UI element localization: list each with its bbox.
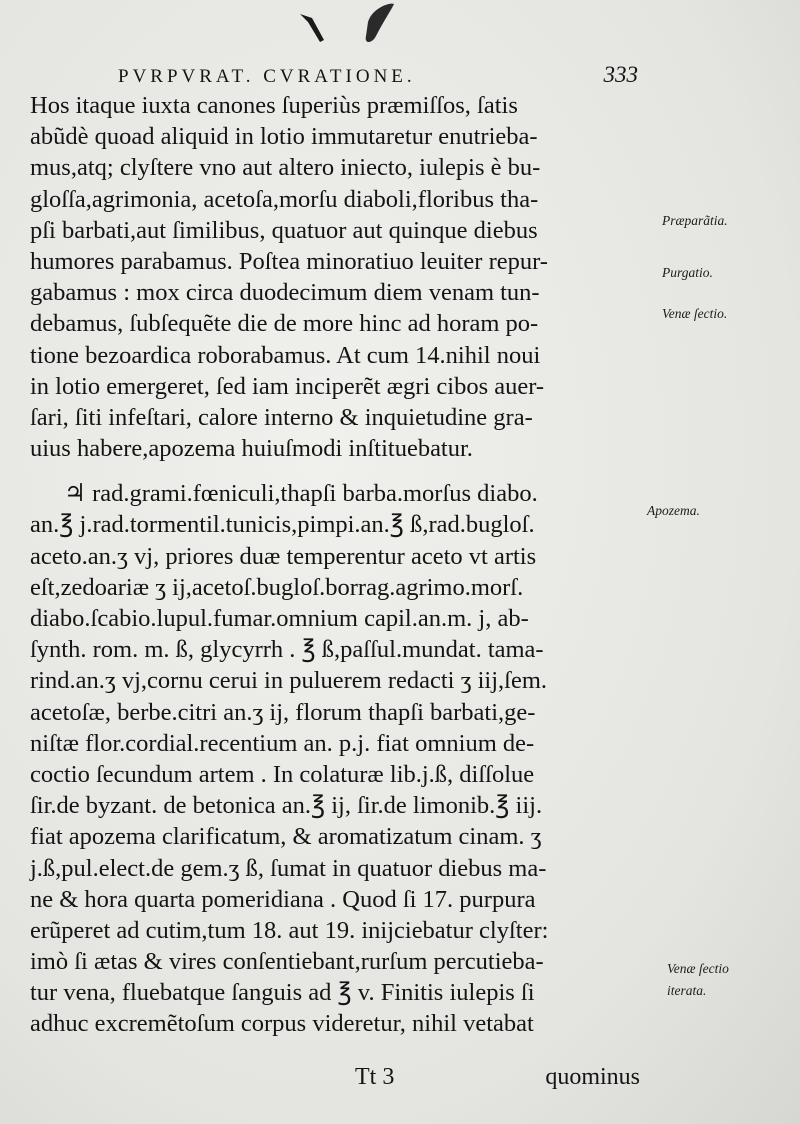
text-line: fiat apozema clarificatum, & aromatizatum cinam. ʒ: [30, 823, 542, 851]
signature-mark: Tt 3: [355, 1064, 395, 1090]
text-line: debamus, ſubſequẽte die de more hinc ad horam po-: [30, 310, 539, 338]
text-line: ne & hora quarta pomeridiana . Quod ſi 17. purpura: [30, 885, 536, 913]
catchword: quominus: [545, 1064, 640, 1090]
text-line: aceto.an.ʒ vj, priores duæ temperentur aceto vt artis: [30, 542, 537, 570]
text-line: in lotio emergeret, ſed iam inciperẽt ægri cibos auer-: [30, 372, 545, 400]
text-line: gabamus : mox circa duodecimum diem venam tun-: [30, 279, 540, 307]
text-line: ſynth. rom. m. ß, glycyrrh . ℥ ß,paſſul.mundat. tama-: [30, 636, 544, 664]
margin-note-apozema: Apozema.: [647, 503, 700, 518]
text-line: pſi barbati,aut ſimilibus, quatuor aut quinque diebus: [30, 216, 538, 244]
page-number: 333: [603, 62, 638, 87]
text-line: Hos itaque iuxta canones ſuperiùs præmiſſos, ſatis: [30, 92, 518, 119]
text-line: an.℥ j.rad.tormentil.tunicis,pimpi.an.℥ ß,rad.bugloſ.: [30, 511, 535, 539]
text-line: rind.an.ʒ vj,cornu cerui in puluerem redacti ʒ iij,ſem.: [30, 667, 548, 695]
text-line: diabo.ſcabio.lupul.fumar.omnium capil.an.m. j, ab-: [30, 605, 529, 632]
text-line: erũperet ad cutim,tum 18. aut 19. inijciebatur clyſter:: [30, 916, 549, 944]
text-line: niſtæ flor.cordial.recentium an. p.j. fiat omnium de-: [30, 729, 535, 757]
text-line: coctio ſecundum artem . In colaturæ lib.j.ß, diſſolue: [30, 760, 535, 788]
running-title: PVRPVRAT. CVRATIONE.: [118, 66, 416, 87]
margin-note-venae-sectio-iterata: Venæ ſectio: [667, 961, 729, 976]
text-line: abũdè quoad aliquid in lotio immutaretur enutrieba-: [30, 123, 538, 151]
text-line: ♃ rad.grami.fœniculi,thapſi barba.morſus diabo.: [64, 480, 538, 508]
text-line: j.ß,pul.elect.de gem.ʒ ß, ſumat in quatuor diebus ma-: [30, 854, 547, 882]
text-line: gloſſa,agrimonia, acetoſa,morſu diaboli,floribus tha-: [30, 185, 539, 213]
text-line: ſir.de byzant. de betonica an.℥ ij, ſir.de limonib.℥ iij.: [30, 792, 543, 820]
text-line: mus,atq; clyſtere vno aut altero iniecto, iulepis è bu-: [30, 154, 541, 182]
text-line: tur vena, fluebatque ſanguis ad ℥ v. Finitis iulepis ſi: [30, 979, 535, 1007]
text-line: tione bezoardica roborabamus. At cum 14.nihil noui: [30, 341, 541, 369]
text-line: uius habere,apozema huiuſmodi inſtituebatur.: [30, 435, 473, 463]
footer-catchline: [355, 1064, 640, 1091]
margin-note-preparatio: Præparãtia.: [662, 213, 728, 228]
text-line: ſari, ſiti infeſtari, calore interno & inquietudine gra-: [30, 403, 533, 431]
margin-note-iterata: iterata.: [667, 983, 707, 998]
margin-note-venae-sectio: Venæ ſectio.: [662, 306, 728, 321]
margin-note-purgatio: Purgatio.: [662, 265, 713, 280]
text-line: acetoſæ, berbe.citri an.ʒ ij, florum thapſi barbati,ge-: [30, 698, 536, 726]
text-line: adhuc excremẽtoſum corpus videretur, nihil vetabat: [30, 1010, 534, 1038]
text-line: eſt,zedoariæ ʒ ij,acetoſ.bugloſ.borrag.agrimo.morſ.: [30, 573, 524, 601]
text-line: humores parabamus. Poſtea minoratiuo leuiter repur-: [30, 247, 548, 275]
text-line: imò ſi ætas & vires conſentiebant,rurſum percutieba-: [30, 948, 544, 976]
